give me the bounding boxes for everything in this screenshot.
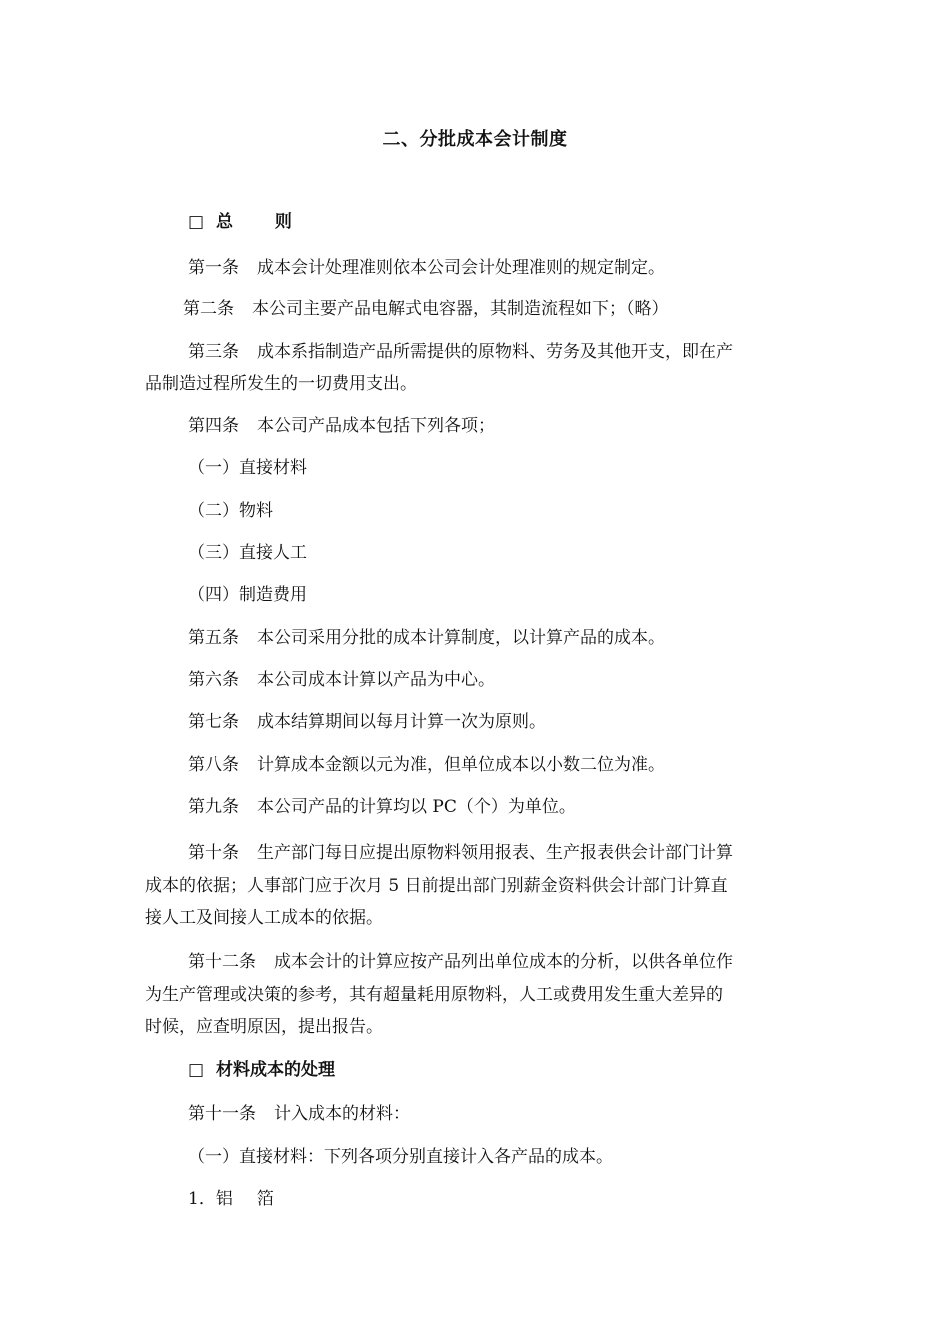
list-item: （一）直接材料：下列各项分别直接计入各产品的成本。 bbox=[188, 1147, 613, 1167]
list-item: 1．铝 箔 bbox=[188, 1189, 274, 1209]
list-item: （三）直接人工 bbox=[188, 543, 307, 563]
article-9: 第九条 本公司产品的计算均以 PC（个）为单位。 bbox=[188, 797, 576, 817]
article-3: 第三条 成本系指制造产品所需提供的原物料、劳务及其他开支，即在产 bbox=[188, 342, 733, 362]
section-heading-general: □ 总 则 bbox=[188, 212, 292, 232]
article-10-continued: 接人工及间接人工成本的依据。 bbox=[145, 908, 383, 928]
checkbox-icon: □ bbox=[188, 212, 205, 232]
article-8: 第八条 计算成本金额以元为准，但单位成本以小数二位为准。 bbox=[188, 755, 665, 775]
page-title: 二、分批成本会计制度 bbox=[382, 129, 568, 150]
article-1: 第一条 成本会计处理准则依本公司会计处理准则的规定制定。 bbox=[188, 258, 665, 278]
article-6: 第六条 本公司成本计算以产品为中心。 bbox=[188, 670, 495, 690]
article-12: 第十二条 成本会计的计算应按产品列出单位成本的分析，以供各单位作 bbox=[188, 952, 733, 972]
article-5: 第五条 本公司采用分批的成本计算制度，以计算产品的成本。 bbox=[188, 628, 665, 648]
article-12-continued: 为生产管理或决策的参考，其有超量耗用原物料，人工或费用发生重大差异的 bbox=[145, 985, 723, 1005]
article-7: 第七条 成本结算期间以每月计算一次为原则。 bbox=[188, 712, 546, 732]
list-item: （四）制造费用 bbox=[188, 585, 307, 605]
article-2: 第二条 本公司主要产品电解式电容器，其制造流程如下；（略） bbox=[183, 299, 669, 319]
article-3-continued: 品制造过程所发生的一切费用支出。 bbox=[145, 374, 417, 394]
list-item: （二）物料 bbox=[188, 501, 273, 521]
article-11: 第十一条 计入成本的材料： bbox=[188, 1104, 410, 1124]
list-item: （一）直接材料 bbox=[188, 458, 307, 478]
article-10-continued: 成本的依据；人事部门应于次月 5 日前提出部门别薪金资料供会计部门计算直 bbox=[145, 876, 728, 896]
article-12-continued: 时候，应查明原因，提出报告。 bbox=[145, 1017, 383, 1037]
checkbox-icon: □ bbox=[188, 1060, 205, 1080]
section-heading-material: □ 材料成本的处理 bbox=[188, 1060, 335, 1080]
article-10: 第十条 生产部门每日应提出原物料领用报表、生产报表供会计部门计算 bbox=[188, 843, 733, 863]
article-4: 第四条 本公司产品成本包括下列各项； bbox=[188, 416, 495, 436]
